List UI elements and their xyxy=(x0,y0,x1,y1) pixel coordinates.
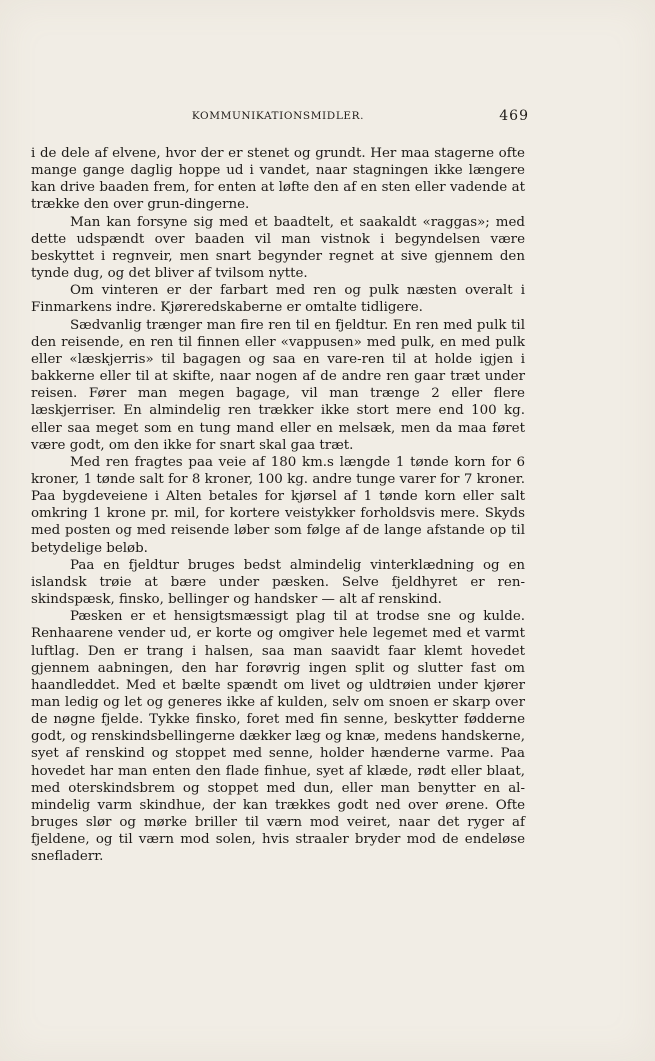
body-text xyxy=(31,145,525,866)
chapter-title: KOMMUNIKATIONSMIDLER. xyxy=(191,110,365,122)
paragraph: Om vinteren er der farbart med ren og pulk næsten overalt i Finmarkens indre. Kjøreredskaberne er omtalte tidligere. xyxy=(31,283,525,316)
paragraph: Man kan forsyne sig med et baadtelt, et saakaldt «raggas»; med dette udspændt over baaden vil man vistnok i begyndelsen være beskyttet i regnveir, men snart begynder regnet at sive gjennem den tynde dug, og det bliver af tvilsom nytte. xyxy=(31,214,525,282)
paragraph: Med ren fragtes paa veie af 180 km.s længde 1 tønde korn for 6 kroner, 1 tønde salt for 8 kroner, 100 kg. andre tunge varer for 7 kroner. Paa bygdeveiene i Alten betales for kjørsel af 1 tønde korn eller salt omkring 1 krone pr. mil, for kortere veistykker forholdsvis mere. Skyds med posten og med reisende løber som følge af de lange afstande op til betydelige beløb. xyxy=(31,454,525,556)
page-number: 469 xyxy=(499,108,529,124)
running-head xyxy=(31,108,529,128)
paragraph: i de dele af elvene, hvor der er stenet og grundt. Her maa stagerne ofte mange gange daglig hoppe ud i vandet, naar stagningen ikke længere kan drive baaden frem, for enten at løfte den af en sten eller vadende at trække den over grun-dingerne. xyxy=(31,146,525,213)
paragraph: Pæsken er et hensigtsmæssigt plag til at trodse sne og kulde. Renhaarene vender ud, er korte og omgiver hele legemet med et varmt luftlag. Den er trang i halsen, saa man saavidt faar klemt hovedet gjennem aabningen, den har forøvrig ingen split og slutter fast om haandleddet. Med et bælte spændt om livet og uldtrøien under kjører man ledig og let og generes ikke af kulden, selv om snoen er skarp over de nøgne fjelde. Tykke finsko, foret med fin senne, beskytter fødderne godt, og renskindsbellingerne dækker læg og knæ, medens handskerne, syet af renskind og stoppet med senne, holder hænderne varme. Paa hovedet har man enten den flade finhue, syet af klæde, rødt eller blaat, med oterskindsbrem og stoppet med dun, eller man benytter en al-mindelig varm skindhue, der kan trækkes godt ned over ørene. Ofte bruges slør og mørke briller til værn mod veiret, naar det ryger af fjeldene, og til værn mod solen, hvis straaler bryder mod de endeløse snefladerr. xyxy=(31,609,525,865)
paragraph: Paa en fjeldtur bruges bedst almindelig vinterklædning og en islandsk trøie at bære under pæsken. Selve fjeldhyret er ren-skindspæsk, finsko, bellinger og handsker — alt af renskind. xyxy=(31,557,525,608)
paragraph: Sædvanlig trænger man fire ren til en fjeldtur. En ren med pulk til den reisende, en ren til finnen eller «vappusen» med pulk, en med pulk eller «læskjerris» til bagagen og saa en vare-ren til at holde igjen i bakkerne eller til at skifte, naar nogen af de andre ren gaar træt under reisen. Fører man megen bagage, vil man trænge 2 eller flere læskjerriser. En almindelig ren trækker ikke stort mere end 100 kg. eller saa meget som en tung mand eller en melsæk, men da maa føret være godt, om den ikke for snart skal gaa træt. xyxy=(31,317,525,453)
